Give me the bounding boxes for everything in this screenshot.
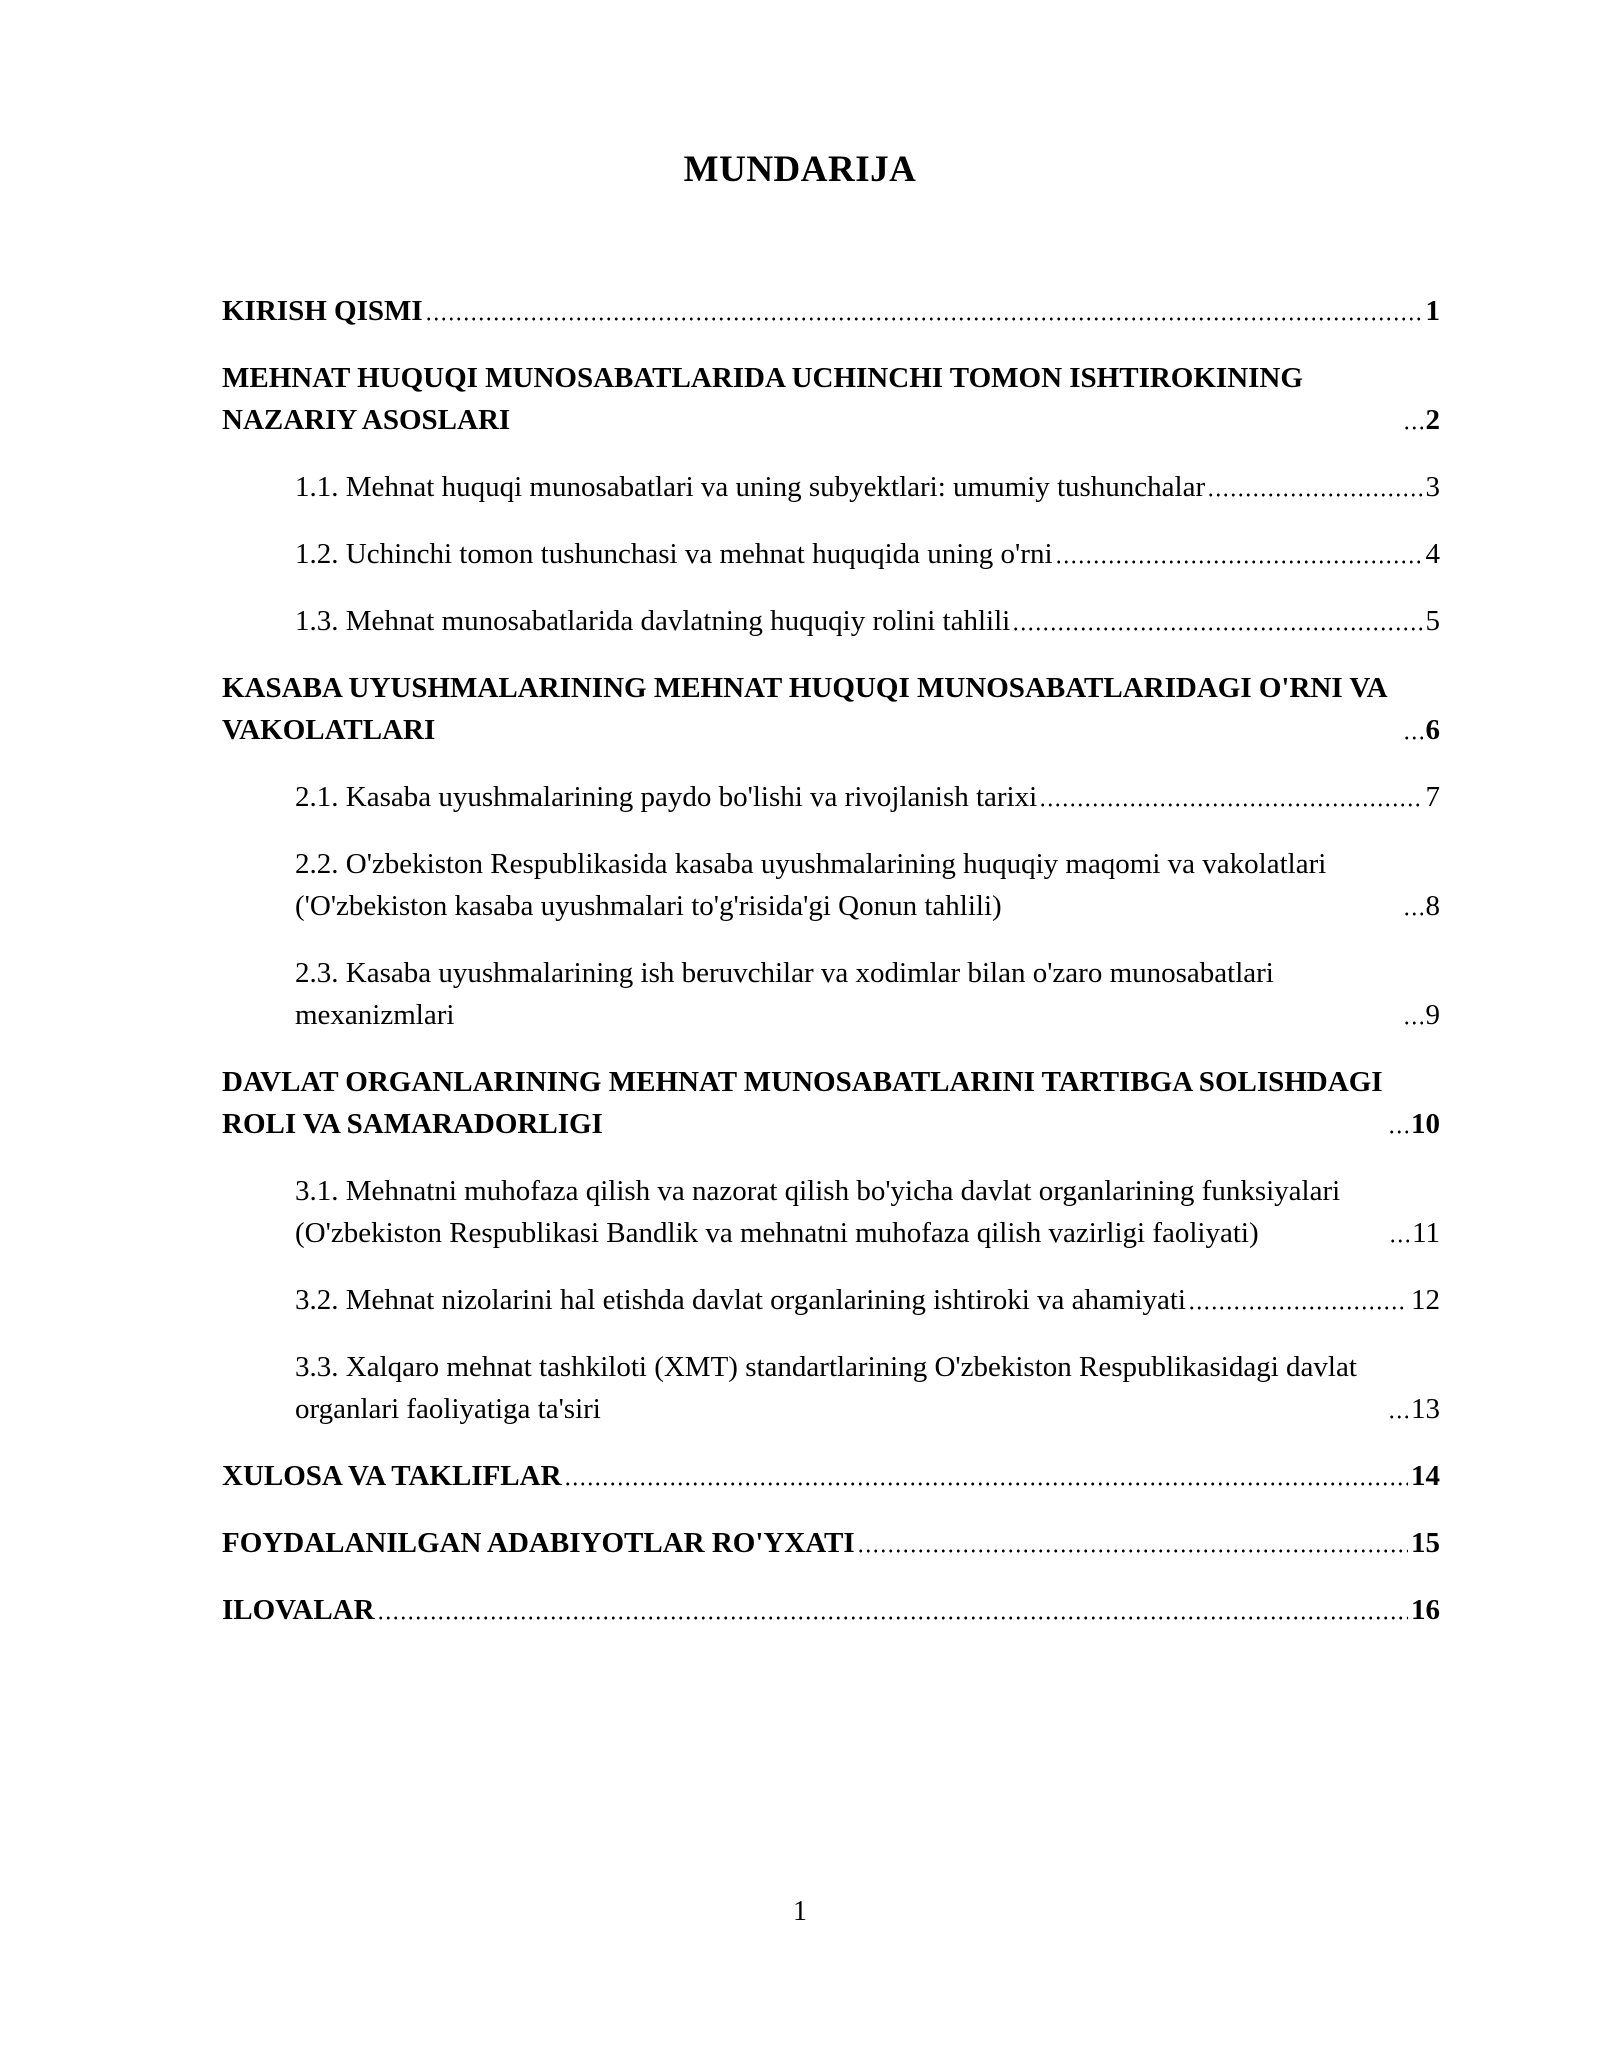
toc-entry-title: KASABA UYUSHMALARINING MEHNAT HUQUQI MUNOSABATLARIDAGI O'RNI VA VAKOLATLARI	[222, 672, 1386, 746]
page-number: 1	[793, 1896, 807, 1927]
toc-page-number: 12	[1411, 1284, 1440, 1316]
toc-chapter-entry[interactable]	[222, 1522, 1440, 1564]
toc-section-entry[interactable]	[295, 952, 1440, 1036]
toc-entry-title: XULOSA VA TAKLIFLAR	[222, 1460, 562, 1492]
toc-chapter-entry[interactable]	[222, 357, 1440, 441]
toc-entry-title: FOYDALANILGAN ADABIYOTLAR RO'YXATI	[222, 1527, 855, 1559]
toc-dot-leader	[377, 1615, 1408, 1621]
toc-section-entry[interactable]	[295, 776, 1440, 818]
toc-section-entry[interactable]	[295, 600, 1440, 642]
toc-dot-leader	[1188, 1305, 1408, 1311]
toc-chapter-entry[interactable]	[222, 290, 1440, 332]
toc-page-number: 11	[1412, 1217, 1440, 1249]
toc-chapter-entry[interactable]	[222, 1455, 1440, 1497]
toc-entry-title: DAVLAT ORGANLARINING MEHNAT MUNOSABATLARINI TARTIBGA SOLISHDAGI ROLI VA SAMARADORLIGI	[222, 1066, 1383, 1140]
toc-page-number: 10	[1411, 1108, 1440, 1140]
toc-dot-leader	[857, 1548, 1408, 1554]
toc-chapter-entry[interactable]	[222, 667, 1440, 751]
toc-dot-leader	[1055, 559, 1423, 565]
toc-chapter-entry[interactable]	[222, 1589, 1440, 1631]
toc-section-entry[interactable]	[295, 533, 1440, 575]
toc-page-number: 8	[1425, 890, 1440, 922]
toc-dot-leader	[1388, 1414, 1408, 1420]
toc-page-number: 2	[1425, 404, 1440, 436]
toc-section-entry[interactable]	[295, 1279, 1440, 1321]
toc-entry-title: 2.1. Kasaba uyushmalarining paydo bo'lishi va rivojlanish tarixi	[295, 781, 1038, 813]
page-title: MUNDARIJA	[683, 149, 917, 190]
toc-dot-leader	[1403, 911, 1423, 917]
toc-entry-title: 3.3. Xalqaro mehnat tashkiloti (XMT) standartlarining O'zbekiston Respublikasidagi davlat organlari faoliyatiga ta'siri	[295, 1351, 1357, 1425]
toc-entry-title: 1.3. Mehnat munosabatlarida davlatning huquqiy rolini tahlili	[295, 605, 1011, 637]
toc-entry-title: 1.1. Mehnat huquqi munosabatlari va uning subyektlari: umumiy tushunchalar	[295, 471, 1206, 503]
toc-dot-leader	[1388, 1129, 1408, 1135]
toc-page-number: 9	[1425, 999, 1440, 1031]
toc-page-number: 7	[1425, 781, 1440, 813]
toc-section-entry[interactable]	[295, 843, 1440, 927]
toc-dot-leader	[425, 316, 1423, 322]
toc-page-number: 16	[1411, 1594, 1440, 1626]
table-of-contents	[222, 290, 1440, 1656]
toc-entry-title: 2.3. Kasaba uyushmalarining ish beruvchilar va xodimlar bilan o'zaro munosabatlari mexanizmlari	[295, 957, 1274, 1031]
toc-dot-leader	[1403, 1020, 1423, 1026]
toc-entry-title: 2.2. O'zbekiston Respublikasida kasaba uyushmalarining huquqiy maqomi va vakolatlari ('O'zbekiston kasaba uyushmalari to'g'risida'gi Qonun tahlili)	[295, 848, 1327, 922]
toc-entry-title: KIRISH QISMI	[222, 295, 423, 327]
toc-section-entry[interactable]	[295, 466, 1440, 508]
toc-dot-leader	[564, 1481, 1408, 1487]
toc-page-number: 1	[1425, 295, 1440, 327]
toc-entry-title: MEHNAT HUQUQI MUNOSABATLARIDA UCHINCHI TOMON ISHTIROKINING NAZARIY ASOSLARI	[222, 362, 1303, 436]
toc-dot-leader	[1012, 626, 1422, 632]
toc-page-number: 4	[1425, 538, 1440, 570]
toc-dot-leader	[1039, 802, 1422, 808]
toc-entry-title: 3.1. Mehnatni muhofaza qilish va nazorat qilish bo'yicha davlat organlarining funksiyalari (O'zbekiston Respublikasi Bandlik va mehnatni muhofaza qilish vazirligi faoliyati)	[295, 1175, 1341, 1249]
toc-entry-title: ILOVALAR	[222, 1594, 375, 1626]
toc-dot-leader	[1403, 425, 1423, 431]
toc-page-number: 5	[1425, 605, 1440, 637]
toc-page-number: 15	[1411, 1527, 1440, 1559]
toc-page-number: 14	[1411, 1460, 1440, 1492]
toc-dot-leader	[1389, 1238, 1409, 1244]
toc-entry-title: 1.2. Uchinchi tomon tushunchasi va mehnat huquqida uning o'rni	[295, 538, 1053, 570]
toc-dot-leader	[1403, 735, 1423, 741]
toc-section-entry[interactable]	[295, 1346, 1440, 1430]
toc-page-number: 13	[1411, 1393, 1440, 1425]
toc-page-number: 3	[1425, 471, 1440, 503]
toc-chapter-entry[interactable]	[222, 1061, 1440, 1145]
toc-section-entry[interactable]	[295, 1170, 1440, 1254]
toc-page-number: 6	[1425, 714, 1440, 746]
toc-dot-leader	[1207, 492, 1422, 498]
toc-entry-title: 3.2. Mehnat nizolarini hal etishda davlat organlarining ishtiroki va ahamiyati	[295, 1284, 1186, 1316]
